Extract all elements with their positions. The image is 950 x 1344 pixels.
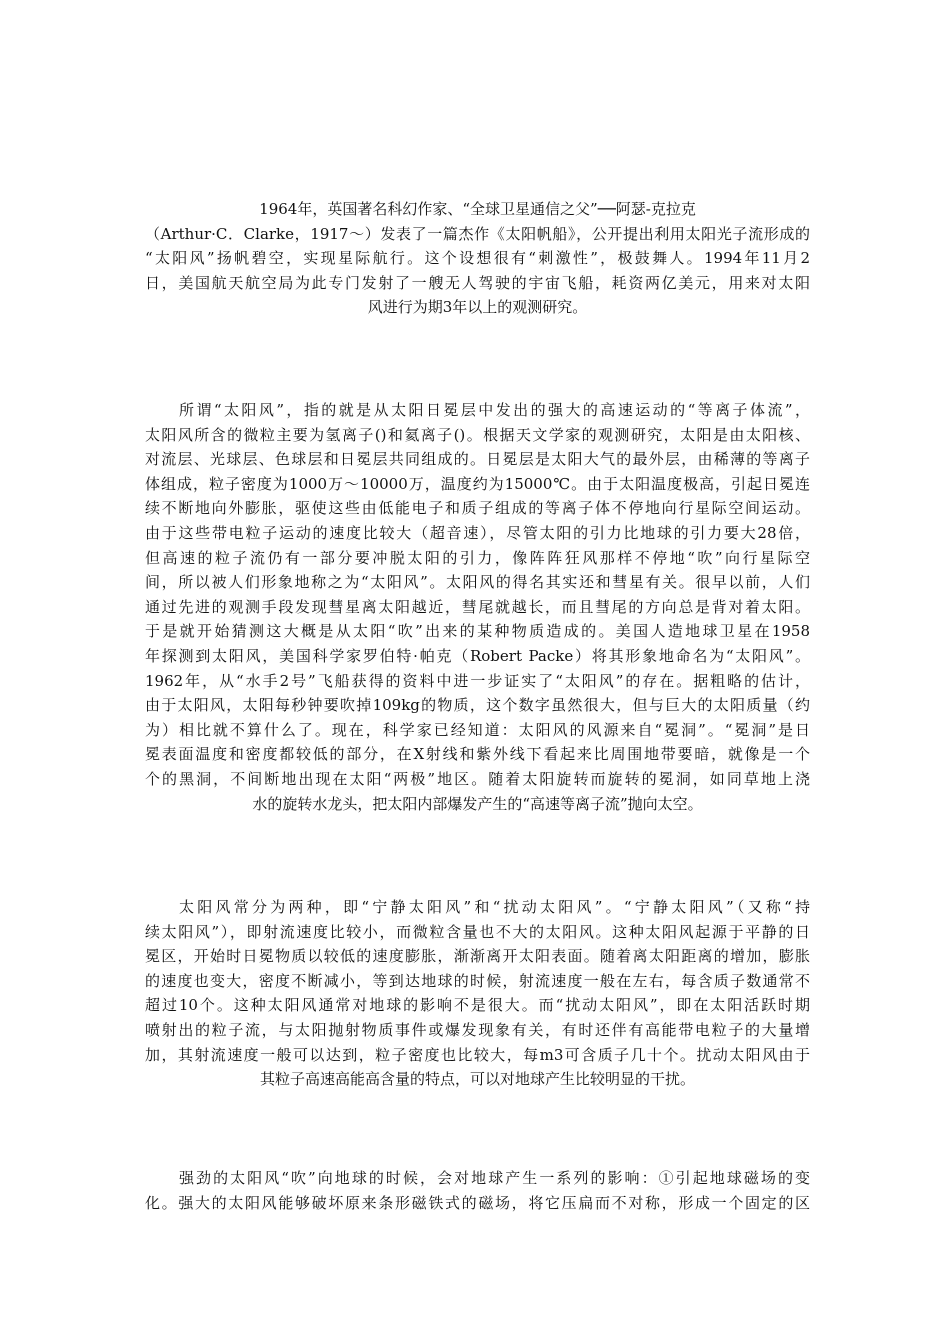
text-line: 续太阳风”），即射流速度比较小，而微粒含量也不大的太阳风。这种太阳风起源于平静的日 bbox=[145, 922, 810, 941]
paragraph-intro bbox=[145, 197, 810, 320]
text-line: 通过先进的观测手段发现彗星离太阳越近，彗尾就越长，而且彗尾的方向总是背对着太阳。 bbox=[145, 597, 810, 616]
text-line: “太阳风”扬帆碧空，实现星际航行。这个设想很有“刺激性”，极鼓舞人。1994年11月2 bbox=[145, 249, 810, 268]
text-line: 续不断地向外膨胀，驱使这些由低能电子和质子组成的等离子体不停地向行星际空间运动。 bbox=[145, 499, 810, 518]
text-line: 喷射出的粒子流，与太阳抛射物质事件或爆发现象有关，有时还伴有高能带电粒子的大量增 bbox=[145, 1020, 810, 1039]
text-line: （Arthur·C．Clarke，1917～）发表了一篇杰作《太阳帆船》，公开提出利用太阳光子流形成的 bbox=[145, 224, 810, 243]
text-line: 日，美国航天航空局为此专门发射了一艘无人驾驶的宇宙飞船，耗资两亿美元，用来对太阳 bbox=[145, 273, 810, 292]
text-line: 为）相比就不算什么了。现在，科学家已经知道：太阳风的风源来自“冕洞”。“冕洞”是日 bbox=[145, 720, 810, 739]
text-line: 所谓“太阳风”，指的就是从太阳日冕层中发出的强大的高速运动的“等离子体流”， bbox=[179, 401, 810, 419]
text-line: 冕区，开始时日冕物质以较低的速度膨胀，渐渐离开太阳表面。随着离太阳距离的增加，膨胀 bbox=[145, 947, 810, 966]
paragraph-solar-wind-definition bbox=[145, 398, 810, 816]
text-line: 其粒子高速高能高含量的特点，可以对地球产生比较明显的干扰。 bbox=[259, 1070, 695, 1089]
text-line: 但高速的粒子流仍有一部分要冲脱太阳的引力，像阵阵狂风那样不停地“吹”向行星际空 bbox=[145, 548, 810, 567]
text-line: 水的旋转水龙头，把太阳内部爆发产生的“高速等离子流”抛向太空。 bbox=[252, 794, 703, 813]
text-line: 化。强大的太阳风能够破坏原来条形磁铁式的磁场，将它压扁而不对称，形成一个固定的区 bbox=[145, 1193, 810, 1212]
paragraph-solar-wind-types bbox=[145, 895, 810, 1092]
text-line: 风进行为期3年以上的观测研究。 bbox=[367, 298, 588, 317]
text-line: 体组成，粒子密度为1000万～10000万，温度约为15000℃。由于太阳温度极高，引起日冕连 bbox=[145, 474, 810, 493]
text-line: 对流层、光球层、色球层和日冕层共同组成的。日冕层是太阳大气的最外层，由稀薄的等离子 bbox=[145, 450, 810, 469]
text-line: 太阳风常分为两种，即“宁静太阳风”和“扰动太阳风”。“宁静太阳风”（又称“持 bbox=[179, 898, 810, 916]
text-line: 超过10个。这种太阳风通常对地球的影响不是很大。而“扰动太阳风”，即在太阳活跃时期 bbox=[145, 996, 810, 1015]
text-line: 由于太阳风，太阳每秒钟要吹掉109kg的物质，这个数字虽然很大，但与巨大的太阳质量（约 bbox=[145, 696, 810, 715]
text-line: 由于这些带电粒子运动的速度比较大（超音速），尽管太阳的引力比地球的引力要大28倍， bbox=[145, 523, 810, 542]
text-line: 于是就开始猜测这大概是从太阳“吹”出来的某种物质造成的。美国人造地球卫星在1958 bbox=[145, 622, 810, 641]
text-line: 1964年，英国著名科幻作家、“全球卫星通信之父”──阿瑟-克拉克 bbox=[259, 200, 696, 218]
text-line: 1962年，从“水手2号”飞船获得的资料中进一步证实了“太阳风”的存在。据粗略的估计， bbox=[145, 671, 810, 690]
paragraph-earth-effects bbox=[145, 1166, 810, 1215]
text-line: 太阳风所含的微粒主要为氢离子()和氦离子()。根据天文学家的观测研究，太阳是由太阳核、 bbox=[145, 425, 810, 444]
text-line: 强劲的太阳风“吹”向地球的时候，会对地球产生一系列的影响：①引起地球磁场的变 bbox=[179, 1169, 810, 1187]
text-line: 加，其射流速度一般可以达到，粒子密度也比较大，每m3可含质子几十个。扰动太阳风由于 bbox=[145, 1045, 810, 1064]
text-line: 个的黑洞，不间断地出现在太阳“两极”地区。随着太阳旋转而旋转的冕洞，如同草地上浇 bbox=[145, 769, 810, 788]
text-line: 冕表面温度和密度都较低的部分，在X射线和紫外线下看起来比周围地带要暗，就像是一个 bbox=[145, 745, 810, 764]
text-line: 年探测到太阳风，美国科学家罗伯特·帕克（Robert Packe）将其形象地命名为“太阳风”。 bbox=[145, 646, 810, 665]
text-line: 的速度也变大，密度不断减小，等到达地球的时候，射流速度一般在左右，每含质子数通常不 bbox=[145, 971, 810, 990]
text-line: 间，所以被人们形象地称之为“太阳风”。太阳风的得名其实还和彗星有关。很早以前，人们 bbox=[145, 573, 810, 592]
